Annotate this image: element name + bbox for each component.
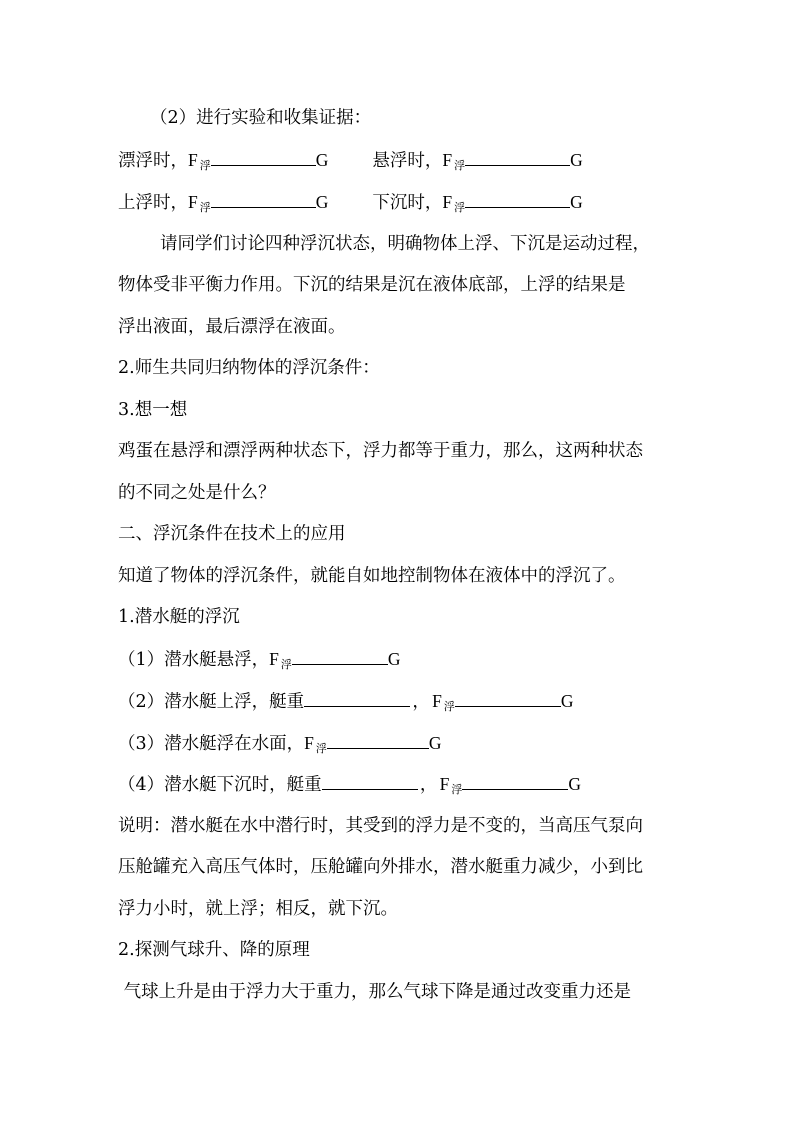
balloon-heading-text: 2.探测气球升、降的原理 xyxy=(118,940,310,960)
submarine-heading-text: 1.潜水艇的浮沉 xyxy=(118,607,240,627)
q4-text: （4）潜水艇下沉时，艇重 xyxy=(118,775,322,795)
state-rising-label: 上浮时， xyxy=(118,193,188,213)
note-line-2 xyxy=(118,855,643,879)
force-symbol: F xyxy=(442,150,453,170)
row-rising-sinking xyxy=(118,190,583,217)
submarine-heading xyxy=(118,605,240,629)
discussion-line-2 xyxy=(118,273,626,297)
gravity-symbol: G xyxy=(570,150,583,170)
note-text: 压舱罐充入高压气体时，压舱罐向外排水，潜水艇重力减少，小到比 xyxy=(118,857,643,877)
gravity-symbol: G xyxy=(315,150,329,170)
state-floating-label: 漂浮时， xyxy=(118,151,188,171)
discussion-text: 物体受非平衡力作用。下沉的结果是沉在液体底部，上浮的结果是 xyxy=(118,275,626,295)
q3-text: （3）潜水艇浮在水面， xyxy=(118,734,305,754)
force-subscript: 浮 xyxy=(451,783,463,796)
state-suspended-label: 悬浮时， xyxy=(372,151,443,171)
force-symbol: F xyxy=(439,774,450,794)
comma: ， xyxy=(419,775,438,795)
comma: ， xyxy=(412,692,430,712)
egg-line-1 xyxy=(118,439,643,463)
gravity-symbol: G xyxy=(387,649,401,669)
gravity-symbol: G xyxy=(560,691,574,711)
force-subscript: 浮 xyxy=(454,201,466,214)
answer-blank[interactable] xyxy=(322,772,418,790)
force-symbol: F xyxy=(432,691,442,711)
force-subscript: 浮 xyxy=(443,700,455,713)
item-2-text: 2.师生共同归纳物体的浮沉条件： xyxy=(118,358,380,378)
submarine-q3 xyxy=(118,731,442,758)
note-line-1 xyxy=(118,814,643,838)
discussion-text: 浮出液面，最后漂浮在液面。 xyxy=(118,317,346,337)
note-line-3 xyxy=(118,897,398,921)
answer-blank[interactable] xyxy=(462,772,568,790)
q1-text: （1）潜水艇悬浮， xyxy=(118,650,270,670)
experiment-heading-text: （2）进行实验和收集证据： xyxy=(150,108,372,128)
submarine-q2 xyxy=(118,689,574,716)
force-subscript: 浮 xyxy=(199,159,211,172)
gravity-symbol: G xyxy=(428,733,442,753)
submarine-q1 xyxy=(118,647,401,674)
discussion-line-1 xyxy=(160,232,650,256)
item-2 xyxy=(118,356,380,380)
force-subscript: 浮 xyxy=(280,658,292,671)
section-2-heading xyxy=(118,522,346,546)
discussion-text: 请同学们讨论四种浮沉状态，明确物体上浮、下沉是运动过程， xyxy=(160,234,650,254)
egg-text: 鸡蛋在悬浮和漂浮两种状态下，浮力都等于重力，那么，这两种状态 xyxy=(118,441,643,461)
state-sinking-label: 下沉时， xyxy=(372,193,443,213)
submarine-q4 xyxy=(118,772,581,799)
know-line xyxy=(118,564,626,588)
gravity-symbol: G xyxy=(568,774,582,794)
section-2-text: 二、浮沉条件在技术上的应用 xyxy=(118,524,346,544)
gravity-symbol: G xyxy=(315,192,329,212)
answer-blank[interactable] xyxy=(455,689,561,707)
balloon-heading xyxy=(118,938,310,962)
egg-line-2 xyxy=(118,481,276,505)
answer-blank[interactable] xyxy=(327,731,429,749)
force-symbol: F xyxy=(269,649,279,669)
know-text: 知道了物体的浮沉条件，就能自如地控制物体在液体中的浮沉了。 xyxy=(118,566,626,586)
force-symbol: F xyxy=(188,192,198,212)
force-subscript: 浮 xyxy=(199,201,211,214)
force-symbol: F xyxy=(442,192,453,212)
force-subscript: 浮 xyxy=(454,159,466,172)
egg-text: 的不同之处是什么？ xyxy=(118,483,276,503)
experiment-heading xyxy=(150,106,371,130)
answer-blank[interactable] xyxy=(211,148,316,166)
note-text: 说明：潜水艇在水中潜行时，其受到的浮力是不变的，当高压气泵向 xyxy=(118,816,643,836)
force-subscript: 浮 xyxy=(315,742,327,755)
answer-blank[interactable] xyxy=(465,148,570,166)
q2-text: （2）潜水艇上浮，艇重 xyxy=(118,692,305,712)
gravity-symbol: G xyxy=(570,192,583,212)
answer-blank[interactable] xyxy=(292,647,388,665)
row-floating-suspended xyxy=(118,148,583,175)
balloon-line xyxy=(118,980,631,1004)
balloon-text: 气球上升是由于浮力大于重力，那么气球下降是通过改变重力还是 xyxy=(118,982,632,1002)
answer-blank[interactable] xyxy=(465,190,570,208)
note-text: 浮力小时，就上浮；相反，就下沉。 xyxy=(118,899,398,919)
item-3-text: 3.想一想 xyxy=(118,400,188,420)
discussion-line-3 xyxy=(118,315,346,339)
force-symbol: F xyxy=(304,733,314,753)
force-symbol: F xyxy=(188,150,198,170)
answer-blank[interactable] xyxy=(211,190,316,208)
item-3 xyxy=(118,398,187,422)
answer-blank[interactable] xyxy=(304,689,410,707)
